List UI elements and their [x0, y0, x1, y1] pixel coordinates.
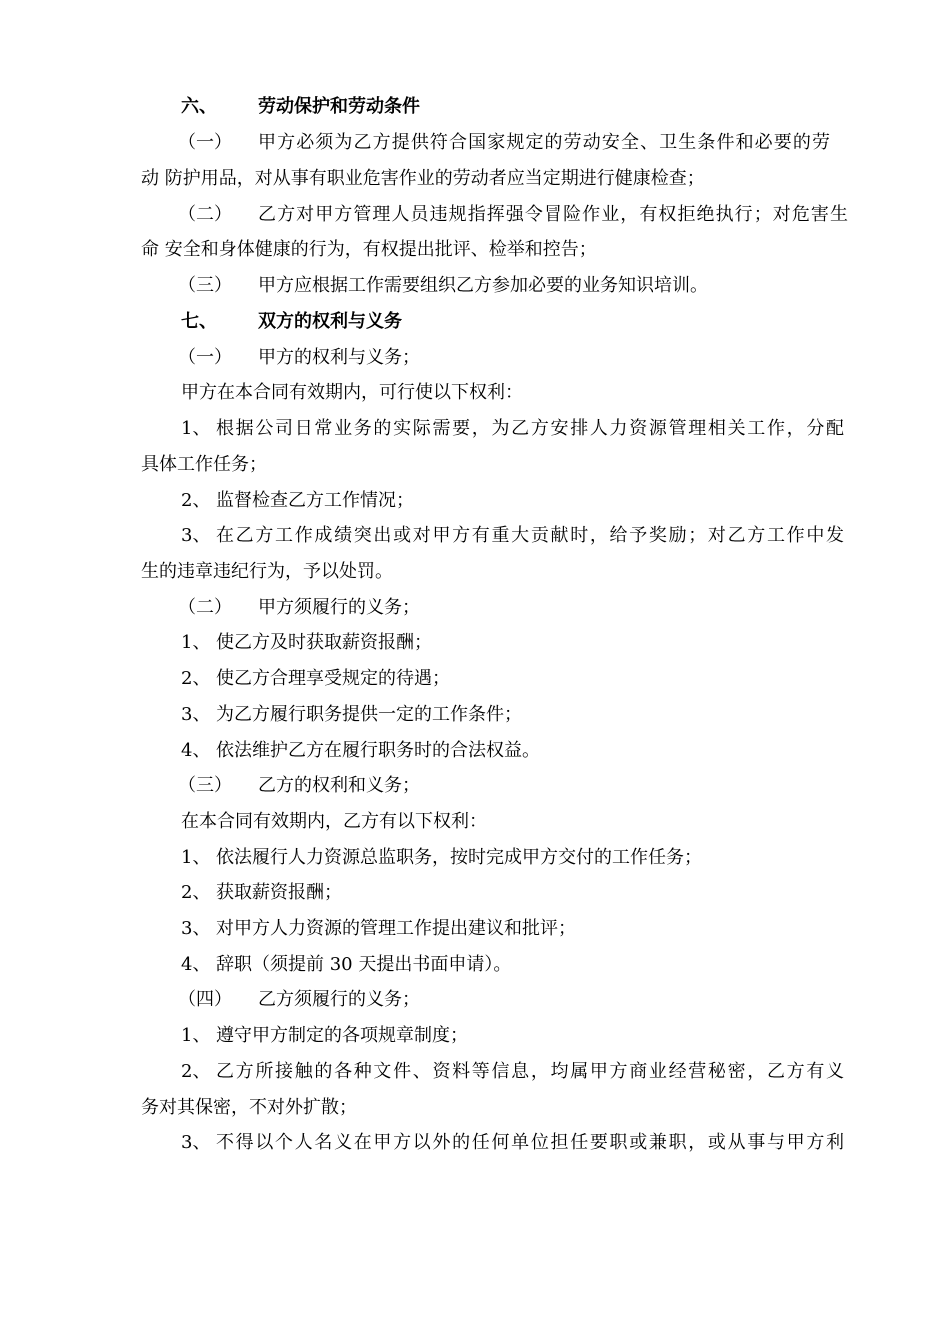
intro-text: 甲方在本合同有效期内，可行使以下权利：	[181, 382, 523, 403]
clause-7-2	[0, 593, 950, 623]
item-number: 4、	[181, 740, 211, 761]
clause-7-4	[0, 985, 950, 1015]
item-text: 获取薪资报酬；	[216, 882, 342, 903]
clause-number: （二）	[178, 597, 232, 618]
item-text: 对甲方人力资源的管理工作提出建议和批评；	[216, 918, 576, 939]
list-item-cont	[0, 557, 950, 587]
clause-text-cont: 动 防护用品，对从事有职业危害作业的劳动者应当定期进行健康检查；	[141, 168, 705, 189]
clause-text: 乙方须履行的义务；	[258, 989, 420, 1010]
list-item	[0, 1128, 950, 1158]
item-number: 4、	[181, 954, 211, 975]
list-item	[0, 914, 950, 944]
clause-number: （一）	[178, 347, 232, 368]
item-text: 辞职（须提前 30 天提出书面申请）。	[216, 954, 512, 975]
clause-number: （三）	[178, 275, 232, 296]
clause-text: 乙方的权利和义务；	[258, 775, 420, 796]
clause-text: 甲方应根据工作需要组织乙方参加必要的业务知识培训。	[258, 275, 708, 296]
item-text: 为乙方履行职务提供一定的工作条件；	[216, 704, 522, 725]
list-item-cont	[0, 1093, 950, 1123]
list-item	[0, 414, 950, 444]
item-number: 2、	[181, 882, 211, 903]
item-number: 2、	[181, 490, 211, 511]
item-text: 在乙方工作成绩突出或对甲方有重大贡献时，给予奖励；对乙方工作中发	[216, 525, 844, 546]
item-number: 2、	[181, 668, 211, 689]
item-text-cont: 具体工作任务；	[141, 454, 267, 475]
list-item	[0, 628, 950, 658]
item-text: 遵守甲方制定的各项规章制度；	[216, 1025, 468, 1046]
list-item	[0, 486, 950, 516]
clause-number: （二）	[178, 204, 232, 225]
list-item	[0, 700, 950, 730]
section-title: 劳动保护和劳动条件	[258, 96, 420, 117]
item-number: 1、	[181, 1025, 211, 1046]
item-text-cont: 生的违章违纪行为，予以处罚。	[141, 561, 393, 582]
clause-7-1	[0, 343, 950, 373]
clause-6-1-line2	[0, 164, 950, 194]
item-text: 不得以个人名义在甲方以外的任何单位担任要职或兼职，或从事与甲方利	[216, 1132, 844, 1153]
item-text: 依法履行人力资源总监职务，按时完成甲方交付的工作任务；	[216, 847, 702, 868]
list-item	[0, 521, 950, 551]
list-item	[0, 1057, 950, 1087]
clause-7-1-intro	[0, 378, 950, 408]
clause-text: 甲方须履行的义务；	[258, 597, 420, 618]
clause-number: （四）	[178, 989, 232, 1010]
intro-text: 在本合同有效期内，乙方有以下权利：	[181, 811, 487, 832]
item-number: 3、	[181, 704, 211, 725]
section-heading-6	[0, 92, 950, 122]
item-number: 3、	[181, 1132, 211, 1153]
list-item	[0, 1021, 950, 1051]
section-number: 七、	[181, 311, 217, 332]
clause-text: 甲方必须为乙方提供符合国家规定的劳动安全、卫生条件和必要的劳	[258, 132, 830, 153]
item-text: 乙方所接触的各种文件、资料等信息，均属甲方商业经营秘密，乙方有义	[216, 1061, 844, 1082]
clause-number: （一）	[178, 132, 232, 153]
clause-6-1-line1	[0, 128, 950, 158]
list-item	[0, 950, 950, 980]
section-title: 双方的权利与义务	[258, 311, 402, 332]
item-text: 依法维护乙方在履行职务时的合法权益。	[216, 740, 540, 761]
clause-6-2-line1	[0, 200, 950, 230]
clause-7-3-intro	[0, 807, 950, 837]
list-item-cont	[0, 450, 950, 480]
list-item	[0, 843, 950, 873]
item-text: 根据公司日常业务的实际需要，为乙方安排人力资源管理相关工作，分配	[216, 418, 844, 439]
item-number: 3、	[181, 918, 211, 939]
clause-6-3	[0, 271, 950, 301]
clause-text-cont: 命 安全和身体健康的行为，有权提出批评、检举和控告；	[141, 239, 597, 260]
item-number: 1、	[181, 418, 211, 439]
item-text: 监督检查乙方工作情况；	[216, 490, 414, 511]
item-number: 2、	[181, 1061, 211, 1082]
item-text-cont: 务对其保密，不对外扩散；	[141, 1097, 357, 1118]
clause-6-2-line2	[0, 235, 950, 265]
item-number: 1、	[181, 632, 211, 653]
item-number: 1、	[181, 847, 211, 868]
item-text: 使乙方及时获取薪资报酬；	[216, 632, 432, 653]
list-item	[0, 736, 950, 766]
section-heading-7	[0, 307, 950, 337]
item-text: 使乙方合理享受规定的待遇；	[216, 668, 450, 689]
clause-text: 甲方的权利与义务；	[258, 347, 420, 368]
clause-number: （三）	[178, 775, 232, 796]
item-number: 3、	[181, 525, 211, 546]
section-number: 六、	[181, 96, 217, 117]
clause-7-3	[0, 771, 950, 801]
list-item	[0, 878, 950, 908]
list-item	[0, 664, 950, 694]
clause-text: 乙方对甲方管理人员违规指挥强令冒险作业，有权拒绝执行；对危害生	[258, 204, 848, 225]
